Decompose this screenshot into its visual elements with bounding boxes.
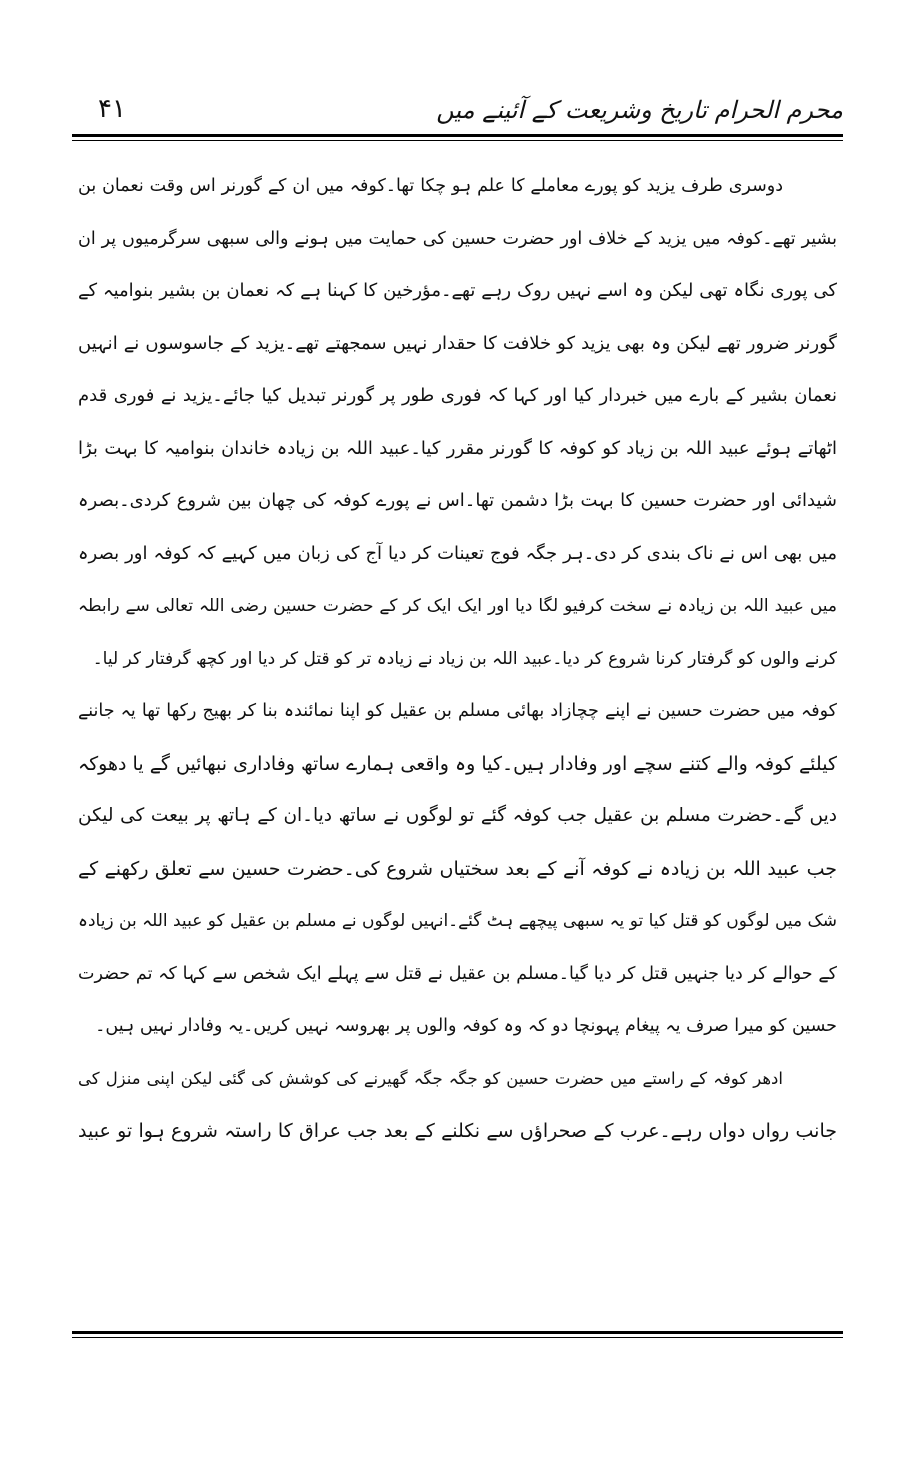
text-line: کرنے والوں کو گرفتار کرنا شروع کر دیا۔عبید اللہ بن زیاد نے زیادہ تر کو قتل کر دیا اور کچھ گرفتار کر لیا۔	[92, 648, 837, 669]
footer-rule-thin	[72, 1337, 843, 1338]
text-line: میں بھی اس نے ناک بندی کر دی۔ہر جگہ فوج تعینات کر دیا آج کی زبان میں کہیے کہ کوفہ اور بصرہ	[78, 542, 837, 564]
text-line: جانب رواں دواں رہے۔عرب کے صحراؤں سے نکلنے کے بعد جب عراق کا راستہ شروع ہوا تو عبید	[78, 1120, 837, 1142]
text-line: دوسری طرف یزید کو پورے معاملے کا علم ہو چکا تھا۔کوفہ میں ان کے گورنر اس وقت نعمان بن	[78, 176, 783, 196]
text-line: کوفہ میں حضرت حسین نے اپنے چچازاد بھائی مسلم بن عقیل کو اپنا نمائندہ بنا کر بھیج رکھا تھا یہ جاننے	[78, 701, 837, 721]
text-line: جب عبید اللہ بن زیادہ نے کوفہ آنے کے بعد سختیاں شروع کی۔حضرت حسین سے تعلق رکھنے کے	[78, 857, 837, 880]
text-line: کیلئے کوفہ والے کتنے سچے اور وفادار ہیں۔کیا وہ واقعی ہمارے ساتھ وفاداری نبھائیں گے یا دھوکہ	[78, 752, 837, 775]
running-title: محرم الحرام تاریخ وشریعت کے آئینے میں	[436, 96, 843, 124]
header-rule-thin	[72, 140, 843, 141]
footer-rule-thick	[72, 1331, 843, 1334]
text-line: نعمان بشیر کے بارے میں خبردار کیا اور کہا کہ فوری طور پر گورنر تبدیل کیا جائے۔یزید نے فوری قدم	[78, 385, 837, 406]
text-line: شیدائی اور حضرت حسین کا بہت بڑا دشمن تھا۔اس نے پورے کوفہ کی چھان بین شروع کردی۔بصرہ	[78, 490, 837, 511]
header-rule-thick	[72, 134, 843, 137]
text-line: گورنر ضرور تھے لیکن وہ بھی یزید کو خلافت کا حقدار نہیں سمجھتے تھے۔یزید کے جاسوسوں نے انہیں	[78, 332, 837, 354]
text-line: دیں گے۔حضرت مسلم بن عقیل جب کوفہ گئے تو لوگوں نے ساتھ دیا۔ان کے ہاتھ پر بیعت کی لیکن	[78, 805, 837, 826]
text-line: بشیر تھے۔کوفہ میں یزید کے خلاف اور حضرت حسین کی حمایت میں ہونے والی سبھی سرگرمیوں پر ان	[78, 228, 837, 249]
body-text	[78, 160, 837, 1158]
text-line: حسین کو میرا صرف یہ پیغام پہونچا دو کہ وہ کوفہ والوں پر بھروسہ نہیں کریں۔یہ وفادار نہیں ہیں۔	[95, 1016, 837, 1036]
text-line: اٹھاتے ہوئے عبید اللہ بن زیاد کو کوفہ کا گورنر مقرر کیا۔عبید اللہ بن زیادہ خاندان بنوامیہ کا بہت بڑا	[78, 437, 837, 459]
page-header	[72, 88, 843, 134]
text-line: میں عبید اللہ بن زیادہ نے سخت کرفیو لگا دیا اور ایک ایک کر کے حضرت حسین رضی اللہ تعالی سے رابطہ	[78, 596, 837, 616]
text-line: ادھر کوفہ کے راستے میں حضرت حسین کو جگہ جگہ گھیرنے کی کوشش کی گئی لیکن اپنی منزل کی	[78, 1068, 783, 1088]
text-line: کی پوری نگاہ تھی لیکن وہ اسے نہیں روک رہے تھے۔مؤرخین کا کہنا ہے کہ نعمان بن بشیر بنوامیہ کے	[78, 280, 837, 301]
page-number: ۴۱	[98, 94, 126, 124]
text-line: کے حوالے کر دیا جنہیں قتل کر دیا گیا۔مسلم بن عقیل نے قتل سے پہلے ایک شخص سے کہا کہ تم حضرت	[78, 963, 837, 984]
text-line: شک میں لوگوں کو قتل کیا تو یہ سبھی پیچھے ہٹ گئے۔انہیں لوگوں نے مسلم بن عقیل کو عبید اللہ بن زیادہ	[78, 911, 837, 931]
